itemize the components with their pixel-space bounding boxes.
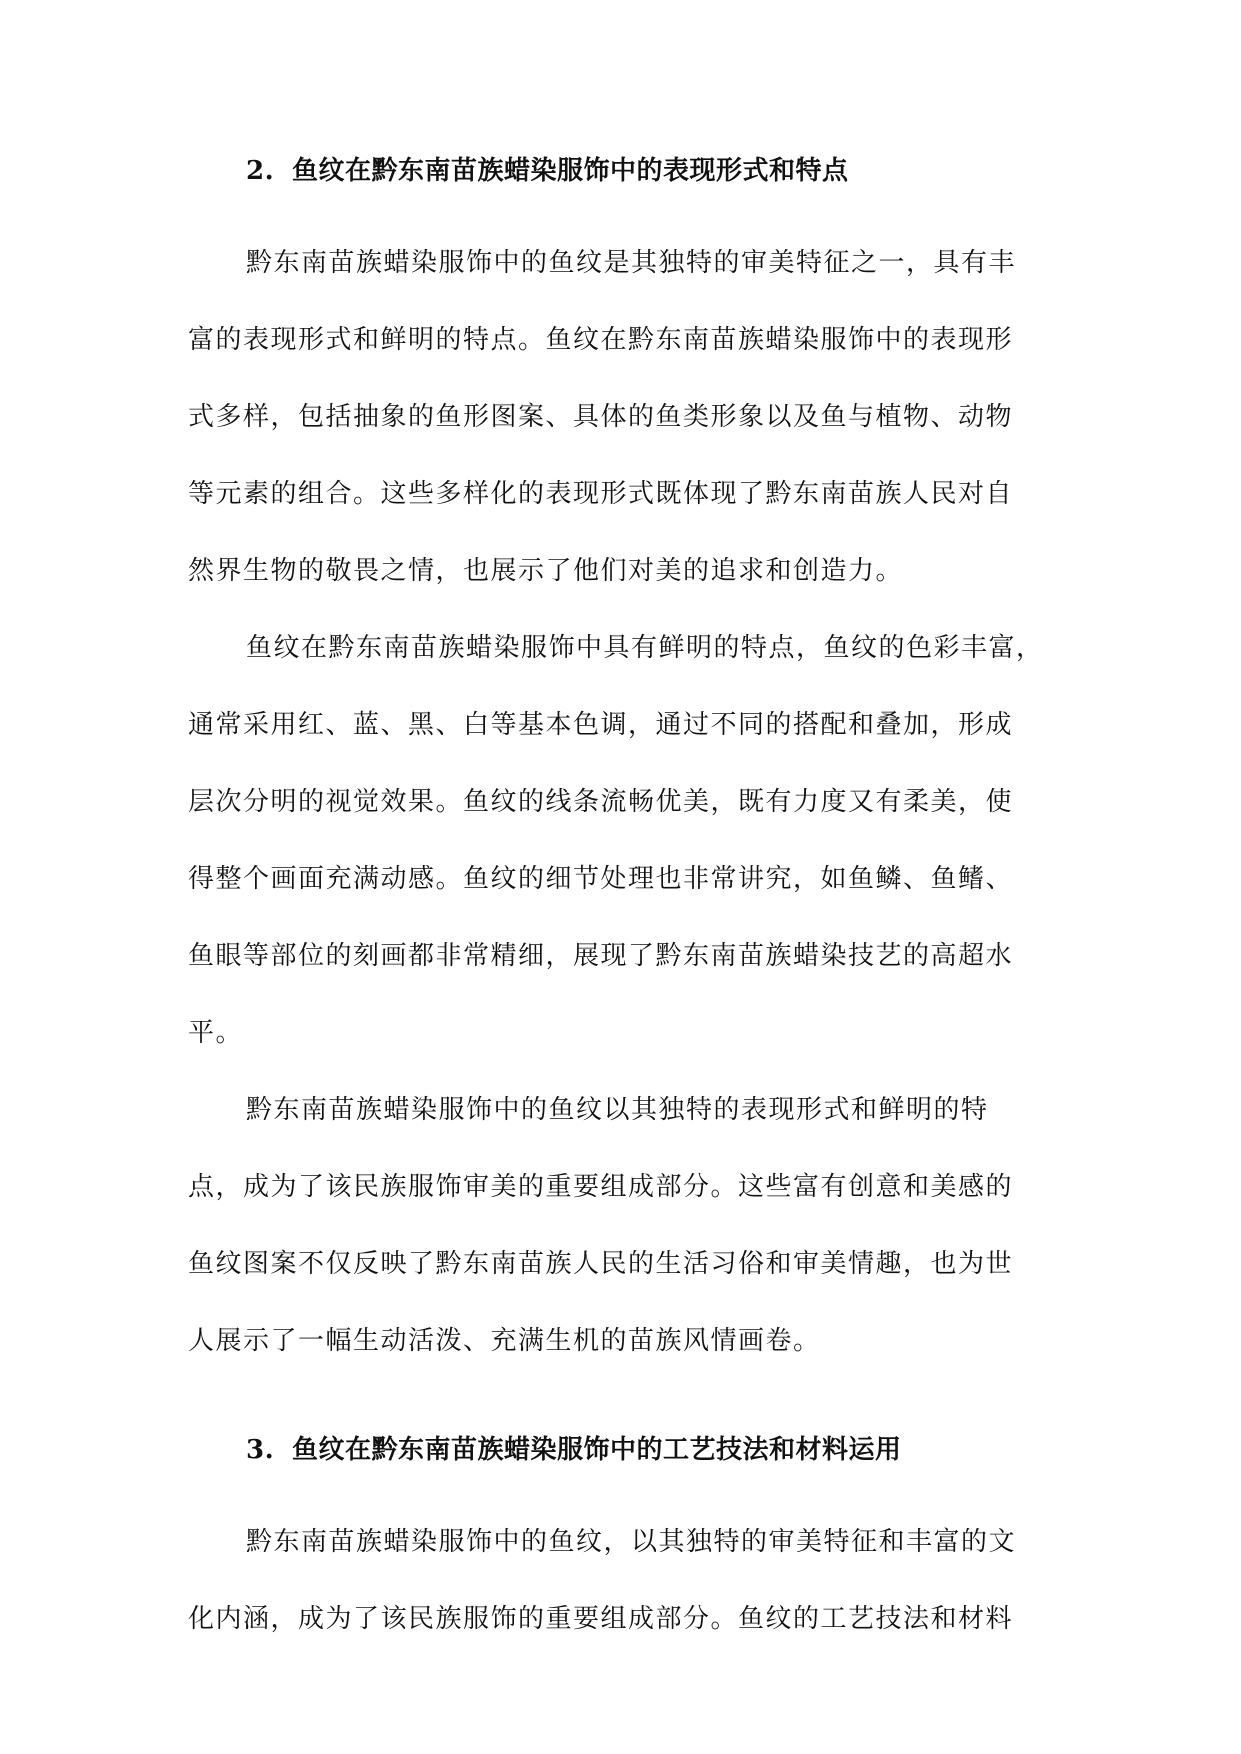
section-2-paragraph-2 (188, 610, 1056, 1072)
section-2-title: 鱼纹在黔东南苗族蜡染服饰中的表现形式和特点 (292, 156, 849, 186)
text-line: 然界生物的敬畏之情，也展示了他们对美的追求和创造力。 (188, 556, 904, 586)
page-content (188, 145, 1056, 1658)
text-line: 鱼纹在黔东南苗族蜡染服饰中具有鲜明的特点，鱼纹的色彩丰富， (246, 633, 1044, 663)
section-2-heading (188, 145, 1056, 197)
text-line: 人展示了一幅生动活泼、充满生机的苗族风情画卷。 (188, 1326, 821, 1356)
text-line: 等元素的组合。这些多样化的表现形式既体现了黔东南苗族人民对自 (188, 479, 1014, 509)
text-line: 式多样，包括抽象的鱼形图案、具体的鱼类形象以及鱼与植物、动物 (188, 402, 1014, 432)
text-line: 得整个画面充满动感。鱼纹的细节处理也非常讲究，如鱼鳞、鱼鳍、 (188, 864, 1014, 894)
text-line: 黔东南苗族蜡染服饰中的鱼纹是其独特的审美特征之一，具有丰 (246, 248, 1017, 278)
text-line: 化内涵，成为了该民族服饰的重要组成部分。鱼纹的工艺技法和材料 (188, 1604, 1014, 1634)
text-line: 黔东南苗族蜡染服饰中的鱼纹以其独特的表现形式和鲜明的特 (246, 1095, 989, 1125)
text-line: 鱼眼等部位的刻画都非常精细，展现了黔东南苗族蜡染技艺的高超水 (188, 941, 1014, 971)
section-2-number: 2. (246, 156, 275, 186)
section-3-title: 鱼纹在黔东南苗族蜡染服饰中的工艺技法和材料运用 (292, 1435, 902, 1465)
text-line: 富的表现形式和鲜明的特点。鱼纹在黔东南苗族蜡染服饰中的表现形 (188, 325, 1014, 355)
text-line: 点，成为了该民族服饰审美的重要组成部分。这些富有创意和美感的 (188, 1172, 1014, 1202)
text-line: 平。 (188, 1018, 244, 1048)
section-2-paragraph-1 (188, 225, 1056, 610)
text-line: 鱼纹图案不仅反映了黔东南苗族人民的生活习俗和审美情趣，也为世 (188, 1249, 1014, 1279)
text-line: 层次分明的视觉效果。鱼纹的线条流畅优美，既有力度又有柔美，使 (188, 787, 1014, 817)
section-2-paragraph-3 (188, 1072, 1056, 1380)
section-3-heading (188, 1424, 1056, 1476)
text-line: 黔东南苗族蜡染服饰中的鱼纹，以其独特的审美特征和丰富的文 (246, 1527, 1017, 1557)
text-line: 通常采用红、蓝、黑、白等基本色调，通过不同的搭配和叠加，形成 (188, 710, 1014, 740)
section-3-paragraph-1 (188, 1504, 1056, 1658)
section-3-number: 3. (246, 1435, 275, 1465)
